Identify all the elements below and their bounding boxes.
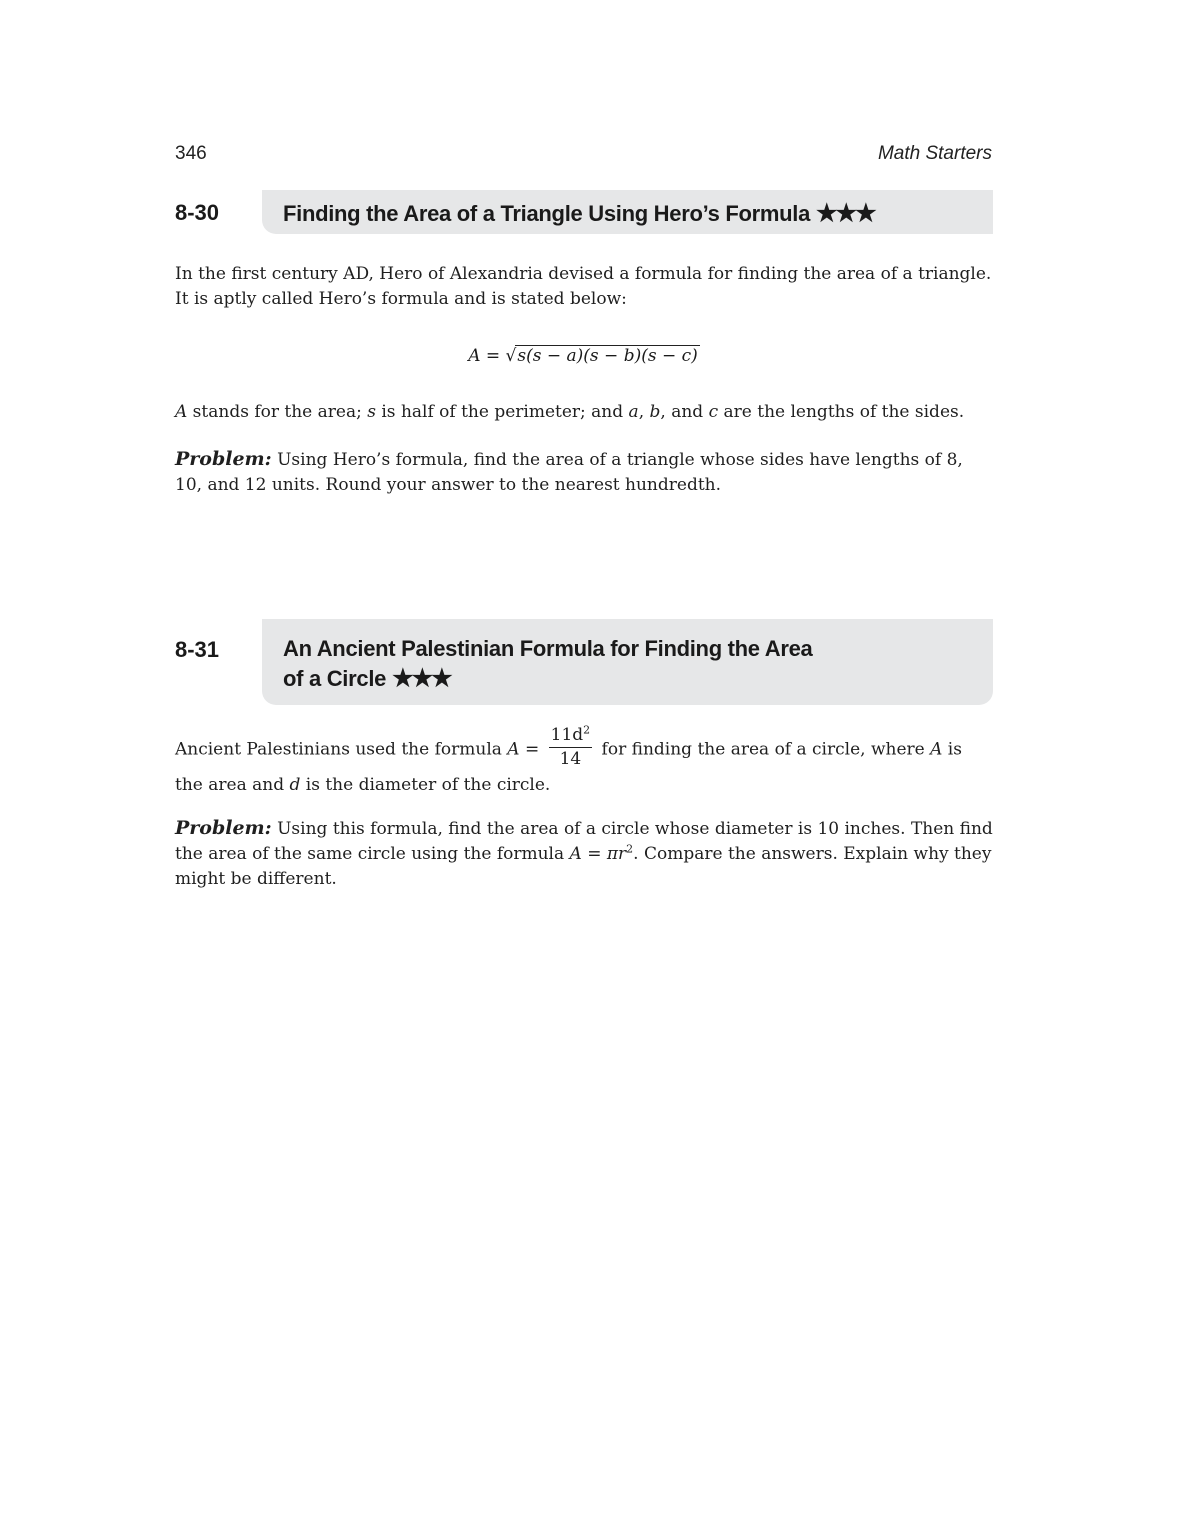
fraction-denominator: 14 (559, 749, 582, 769)
definition-text: , (638, 402, 650, 422)
formula-lhs: A = (468, 346, 506, 366)
var-A: A (930, 739, 943, 760)
fraction-formula (549, 724, 593, 770)
formula-radicand: s(s − a)(s − b)(s − c) (517, 346, 698, 366)
page-number: 346 (175, 143, 207, 164)
exponent: 2 (626, 842, 634, 856)
numerator-text: 11d (550, 725, 584, 745)
section-number: 8-30 (175, 200, 220, 225)
definition-text: is half of the perimeter; and (375, 402, 629, 422)
fraction-numerator (549, 724, 593, 748)
section-title: Finding the Area of a Triangle Using Hero’s Formula (283, 201, 811, 226)
intro-paragraph (175, 723, 993, 798)
var-b: b (649, 402, 661, 422)
definition-text: stands for the area; (187, 402, 368, 422)
intro-text: for finding the area of a circle, where (596, 739, 931, 760)
exponent: 2 (583, 723, 591, 737)
problem-text: Using this formula, find the area of a circle whose diameter is 10 inches. Then find the area of the same circle using the formula (175, 819, 993, 864)
section-8-31 (175, 619, 993, 899)
definition-text: are the lengths of the sides. (718, 402, 965, 422)
intro-text: is the area and (175, 739, 962, 795)
var-d: d (289, 775, 301, 795)
circle-area-formula: A = πr (569, 844, 627, 864)
section-title-line-2 (283, 664, 993, 694)
problem-text: . Compare the answers. Explain why they might be different. (175, 844, 992, 889)
formula-lhs: A = (507, 739, 545, 760)
definition-text: , and (660, 402, 709, 422)
problem-paragraph (175, 816, 993, 892)
difficulty-stars-icon: ★★★ (392, 665, 451, 692)
variable-definitions (175, 400, 993, 425)
section-title: of a Circle (283, 666, 387, 691)
difficulty-stars-icon: ★★★ (816, 200, 875, 227)
running-head (175, 143, 992, 169)
section-8-30 (175, 190, 993, 510)
section-title-line-1: An Ancient Palestinian Formula for Finding the Area (283, 636, 813, 661)
var-c: c (708, 402, 719, 422)
intro-text: Ancient Palestinians used the formula (175, 739, 508, 760)
section-number: 8-31 (175, 637, 220, 662)
var-A: A (175, 402, 188, 422)
intro-paragraph: In the first century AD, Hero of Alexandria devised a formula for finding the area of a triangle. It is aptly called Hero’s formula and is stated below: (175, 264, 992, 309)
book-title: Math Starters (877, 143, 992, 164)
var-s: s (367, 402, 376, 422)
problem-paragraph (175, 447, 993, 498)
section-title-band (262, 619, 993, 705)
heros-formula (175, 345, 993, 366)
intro-text: is the diameter of the circle. (300, 775, 551, 795)
problem-label: Problem: (175, 817, 272, 839)
problem-label: Problem: (175, 448, 272, 470)
var-a: a (628, 402, 639, 422)
section-title-band (262, 190, 993, 234)
problem-text: Using Hero’s formula, find the area of a triangle whose sides have lengths of 8, 10, and 12 units. Round your answer to the nearest hundredth. (175, 450, 963, 495)
radical-icon: √ (505, 346, 517, 366)
